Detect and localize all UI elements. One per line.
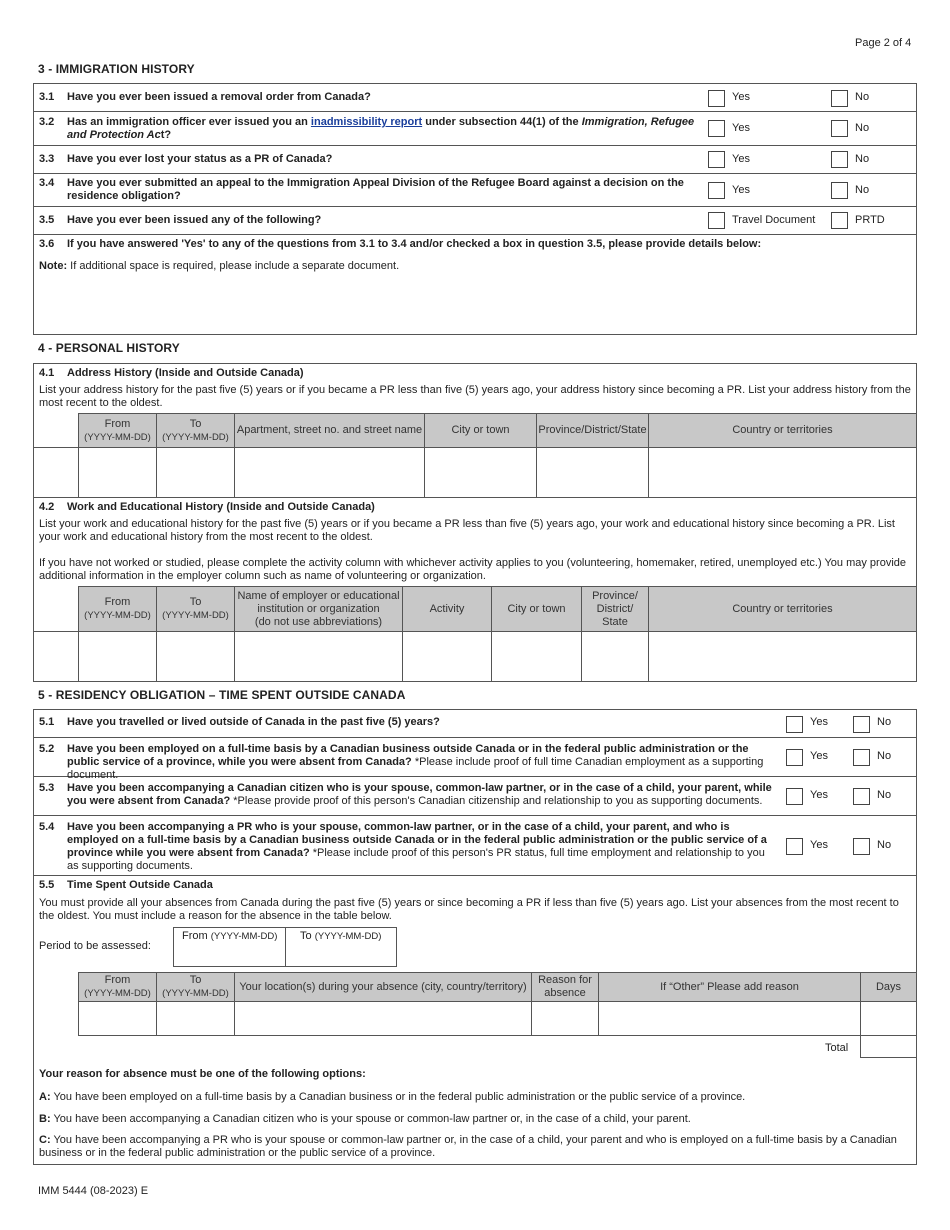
question-bold: Have you been employed on a full-time basis by a Canadian business outside Canada or in the federal public administration or the public service of a province, while you were absent from Canada? <box>67 743 749 768</box>
work-history-title: Work and Educational History (Inside and Outside Canada) <box>67 501 375 513</box>
divider <box>33 234 917 235</box>
question-number: 3.4 <box>39 177 55 189</box>
period-to-label <box>300 930 381 943</box>
yes-label: Yes <box>732 153 750 165</box>
note <box>39 260 909 273</box>
reason-a <box>39 1091 913 1104</box>
question-number: 4.1 <box>39 367 55 379</box>
address-from-input[interactable] <box>78 447 157 498</box>
reason-key: A: <box>39 1091 51 1103</box>
question-5-3-text <box>67 782 777 808</box>
question-number: 5.4 <box>39 821 55 833</box>
q3-2-no-checkbox[interactable] <box>831 120 848 137</box>
question-number: 5.2 <box>39 743 55 755</box>
note-text: If additional space is required, please include a separate document. <box>67 260 400 272</box>
divider <box>33 815 917 816</box>
no-label: No <box>877 716 892 728</box>
col-days: Days <box>860 972 917 1002</box>
inadmissibility-report-link[interactable]: inadmissibility report <box>310 116 423 128</box>
divider <box>33 875 917 876</box>
row-number-cell <box>33 447 79 498</box>
absence-days-input[interactable] <box>860 1001 917 1036</box>
q3-3-yes-checkbox[interactable] <box>708 151 725 168</box>
no-label: No <box>855 122 870 134</box>
col-label: (do not use abbreviations) <box>254 615 383 628</box>
col-label: To <box>189 596 202 608</box>
question-3-2-text <box>67 116 697 142</box>
q3-4-yes-checkbox[interactable] <box>708 182 725 199</box>
no-label: No <box>855 153 870 165</box>
time-outside-description: You must provide all your absences from Canada during the past five (5) years or since becoming a PR if less than five (5) years ago. List your absences from the most recent to the oldest. You must include a reason for the absence in the table below. <box>39 897 899 922</box>
reason-c <box>39 1134 909 1160</box>
yes-label: Yes <box>810 716 828 728</box>
divider <box>33 111 917 112</box>
col-other-reason: If “Other” Please add reason <box>598 972 861 1002</box>
no-label: No <box>877 839 892 851</box>
page-number: Page 2 of 4 <box>855 37 912 49</box>
date-format: (YYYY-MM-DD) <box>314 931 382 942</box>
yes-label: Yes <box>732 184 750 196</box>
col-country: Country or territories <box>648 586 917 632</box>
col-label: Reason for <box>538 974 592 986</box>
col-to <box>156 413 235 448</box>
no-label: No <box>877 750 892 762</box>
question-3-1-text: Have you ever been issued a removal order from Canada? <box>67 91 371 103</box>
q5-2-no-checkbox[interactable] <box>853 749 870 766</box>
section-3-title: 3 - IMMIGRATION HISTORY <box>38 62 195 76</box>
question-number: 5.1 <box>39 716 55 728</box>
question-number: 3.5 <box>39 214 55 226</box>
label-text: To <box>300 930 312 942</box>
absence-location-input[interactable] <box>234 1001 532 1036</box>
question-number: 3.6 <box>39 238 55 250</box>
col-from <box>78 413 157 448</box>
divider <box>33 206 917 207</box>
q5-4-yes-checkbox[interactable] <box>786 838 803 855</box>
reason-text: You have been accompanying a Canadian citizen who is your spouse or common-law partner or, in the case of a child, your parent. <box>50 1113 691 1125</box>
question-bold: Have you travelled or lived outside of Canada in the past five (5) years? <box>67 716 440 728</box>
col-to <box>156 972 235 1002</box>
prtd-label: PRTD <box>855 214 885 226</box>
total-days-input[interactable] <box>860 1035 917 1058</box>
work-province-input[interactable] <box>581 631 649 682</box>
col-label: From <box>104 417 131 430</box>
period-from-label <box>182 930 277 943</box>
q3-3-no-checkbox[interactable] <box>831 151 848 168</box>
address-city-input[interactable] <box>424 447 537 498</box>
reasons-title: Your reason for absence must be one of the following options: <box>39 1068 366 1080</box>
question-3-5-text: Have you ever been issued any of the following? <box>67 214 322 226</box>
reason-text: You have been accompanying a PR who is your spouse or common-law partner or, in the case of a child, your parent and who is employed on a full-time basis by a Canadian business or in the federal public administration or the public service of a province. <box>39 1134 897 1159</box>
act-name: Immigration, Refugee and Protection Ac <box>67 116 695 141</box>
col-from <box>78 586 157 632</box>
work-from-input[interactable] <box>78 631 157 682</box>
q5-1-no-checkbox[interactable] <box>853 716 870 733</box>
question-number: 3.3 <box>39 153 55 165</box>
row-number-cell <box>33 631 79 682</box>
question-3-6-text: If you have answered 'Yes' to any of the questions from 3.1 to 3.4 and/or checked a box in question 3.5, please provide details below: <box>67 238 762 250</box>
date-format: (YYYY-MM-DD) <box>162 431 229 443</box>
reason-key: B: <box>39 1113 51 1125</box>
reason-key: C: <box>39 1134 51 1146</box>
q5-3-no-checkbox[interactable] <box>853 788 870 805</box>
col-city: City or town <box>491 586 582 632</box>
yes-label: Yes <box>810 750 828 762</box>
no-label: No <box>855 184 870 196</box>
question-number: 4.2 <box>39 501 55 513</box>
form-code: IMM 5444 (08-2023) E <box>38 1185 149 1197</box>
yes-label: Yes <box>732 122 750 134</box>
q5-2-yes-checkbox[interactable] <box>786 749 803 766</box>
period-label: Period to be assessed: <box>39 940 151 952</box>
absence-other-reason-input[interactable] <box>598 1001 861 1036</box>
date-format: (YYYY-MM-DD) <box>84 610 151 621</box>
address-history-title: Address History (Inside and Outside Canada) <box>67 367 304 379</box>
section-5-title: 5 - RESIDENCY OBLIGATION – TIME SPENT OUTSIDE CANADA <box>38 688 406 702</box>
col-activity: Activity <box>402 586 492 632</box>
details-textarea[interactable] <box>36 276 914 332</box>
address-country-input[interactable] <box>648 447 917 498</box>
col-province <box>581 586 649 632</box>
label-text: From <box>182 930 208 942</box>
q3-1-no-checkbox[interactable] <box>831 90 848 107</box>
q3-4-no-checkbox[interactable] <box>831 182 848 199</box>
date-format: (YYYY-MM-DD) <box>210 931 278 942</box>
col-label: absence <box>544 987 586 999</box>
q5-4-no-checkbox[interactable] <box>853 838 870 855</box>
date-format: (YYYY-MM-DD) <box>162 610 229 621</box>
col-label: To <box>189 417 202 430</box>
travel-document-label: Travel Document <box>732 214 816 226</box>
yes-label: Yes <box>732 91 750 103</box>
question-text-part: t? <box>160 129 172 141</box>
q5-1-yes-checkbox[interactable] <box>786 716 803 733</box>
col-country: Country or territories <box>648 413 917 448</box>
q3-1-yes-checkbox[interactable] <box>708 90 725 107</box>
note-label: Note: <box>39 260 68 272</box>
col-province: Province/District/State <box>536 413 649 448</box>
col-label: State <box>602 615 628 628</box>
col-reason <box>531 972 599 1002</box>
question-number: 5.3 <box>39 782 55 794</box>
q3-2-yes-checkbox[interactable] <box>708 120 725 137</box>
work-employer-input[interactable] <box>234 631 403 682</box>
col-label: institution or organization <box>257 602 380 615</box>
col-street: Apartment, street no. and street name <box>234 413 425 448</box>
col-label: District/ <box>596 602 634 615</box>
divider <box>33 173 917 174</box>
question-text-part: Has an immigration officer ever issued you an <box>67 116 311 128</box>
absence-from-input[interactable] <box>78 1001 157 1036</box>
section-4-title: 4 - PERSONAL HISTORY <box>38 341 180 355</box>
question-note: *Please provide proof of this person's Canadian citizenship and relationship to you as supporting documents. <box>230 795 763 807</box>
question-bold: Have you been accompanying a PR who is your spouse, common-law partner, or in the case of a child, your parent, and who is employed on a full-time basis by a Canadian business outside Canada or in the federal public administration or the public service of a province while you were absent from Canada? <box>67 821 767 859</box>
question-note: *Please include proof of this person's PR status, full time employment and relationship to you as supporting documents. <box>67 847 765 872</box>
question-number: 3.1 <box>39 91 55 103</box>
col-from <box>78 972 157 1002</box>
work-activity-input[interactable] <box>402 631 492 682</box>
work-history-description: List your work and educational history for the past five (5) years or if you became a PR less than five (5) years ago, your work and educational history since becoming a PR. List your work and educational history from the most recent to the oldest. <box>39 518 895 543</box>
question-number: 3.2 <box>39 116 55 128</box>
address-history-description: List your address history for the past five (5) years or if you became a PR less than five (5) years ago, your address history since becoming a PR. List your address history from the most recent to the oldest. <box>39 384 911 409</box>
date-format: (YYYY-MM-DD) <box>84 988 151 999</box>
absence-to-input[interactable] <box>156 1001 235 1036</box>
question-3-3-text: Have you ever lost your status as a PR of Canada? <box>67 153 333 165</box>
col-label: From <box>104 974 131 986</box>
travel-document-checkbox[interactable] <box>708 212 725 229</box>
no-label: No <box>877 789 892 801</box>
col-employer <box>234 586 403 632</box>
col-label: To <box>189 974 202 986</box>
yes-label: Yes <box>810 789 828 801</box>
col-city: City or town <box>424 413 537 448</box>
no-label: No <box>855 91 870 103</box>
col-label: Province/ <box>592 589 638 602</box>
question-5-4-text <box>67 821 779 873</box>
col-to <box>156 586 235 632</box>
date-format: (YYYY-MM-DD) <box>84 431 151 443</box>
col-label: Name of employer or educational <box>237 589 400 602</box>
q5-3-yes-checkbox[interactable] <box>786 788 803 805</box>
time-outside-title: Time Spent Outside Canada <box>67 879 213 891</box>
reason-b <box>39 1113 913 1126</box>
work-to-input[interactable] <box>156 631 235 682</box>
absence-reason-input[interactable] <box>531 1001 599 1036</box>
work-city-input[interactable] <box>491 631 582 682</box>
divider <box>33 737 917 738</box>
address-street-input[interactable] <box>234 447 425 498</box>
work-history-instructions: If you have not worked or studied, please complete the activity column with whichever activity applies to you (volunteering, homemaker, retired, unemployed etc.) You may provide additional information in the employer column such as name of volunteering or organization. <box>39 557 907 582</box>
date-format: (YYYY-MM-DD) <box>162 988 229 999</box>
question-3-4-text: Have you ever submitted an appeal to the Immigration Appeal Division of the Refugee Board against a decision on the residence obligation? <box>67 177 684 202</box>
question-note: *Please include proof of full time Canadian employment as a supporting document. <box>67 756 764 781</box>
question-5-2-text <box>67 743 777 782</box>
address-province-input[interactable] <box>536 447 649 498</box>
address-to-input[interactable] <box>156 447 235 498</box>
question-text-part: under subsection 44(1) of the <box>422 116 582 128</box>
col-location: Your location(s) during your absence (city, country/territory) <box>234 972 532 1002</box>
reason-text: You have been employed on a full-time basis by a Canadian business or in the federal public administration or the public service of a province. <box>50 1091 746 1103</box>
yes-label: Yes <box>810 839 828 851</box>
question-5-1-text <box>67 716 777 729</box>
divider <box>33 145 917 146</box>
question-bold: Have you been accompanying a Canadian citizen who is your spouse, common-law partner, or in the case of a child, your parent, while you were absent from Canada? <box>67 782 772 807</box>
prtd-checkbox[interactable] <box>831 212 848 229</box>
total-label: Total <box>825 1042 849 1054</box>
work-country-input[interactable] <box>648 631 917 682</box>
question-number: 5.5 <box>39 879 55 891</box>
col-label: From <box>104 596 131 608</box>
